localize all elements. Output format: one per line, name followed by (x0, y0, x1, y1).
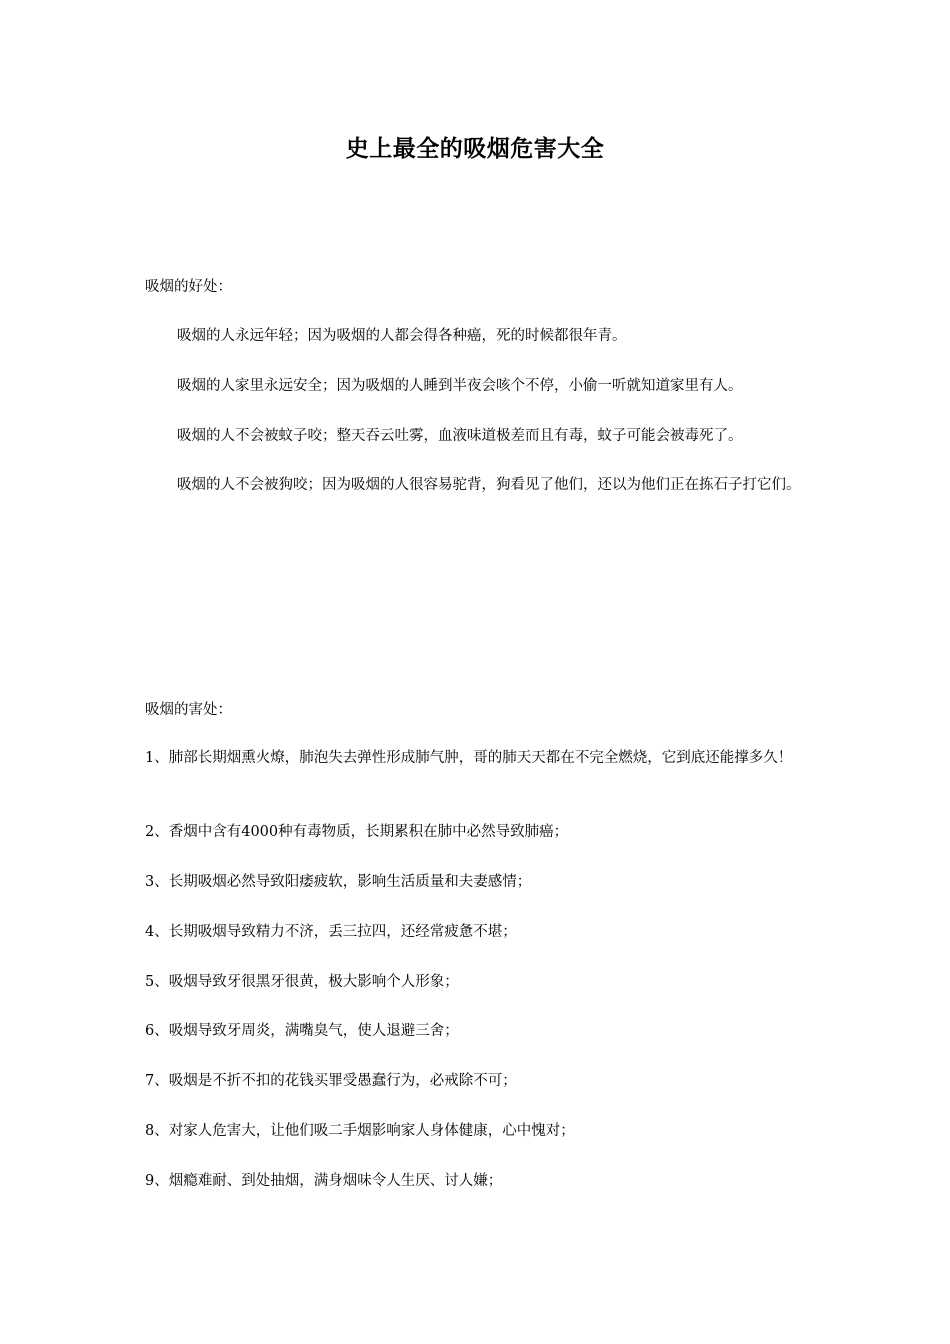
harm-item-1: 1、肺部长期烟熏火燎，肺泡失去弹性形成肺气肿，哥的肺天天都在不完全燃烧，它到底还能撑多久！ (145, 750, 793, 766)
harm-item-3: 3、长期吸烟必然导致阳痿疲软，影响生活质量和夫妻感情； (145, 874, 532, 890)
document-title: 史上最全的吸烟危害大全 (345, 135, 605, 162)
benefits-heading: 吸烟的好处： (145, 279, 232, 295)
harm-item-8: 8、对家人危害大，让他们吸二手烟影响家人身体健康，心中愧对； (145, 1123, 575, 1139)
harm-item-6: 6、吸烟导致牙周炎，满嘴臭气，使人退避三舍； (145, 1023, 459, 1039)
harm-item-2: 2、香烟中含有4000种有毒物质，长期累积在肺中必然导致肺癌； (145, 824, 569, 840)
benefit-item-4: 吸烟的人不会被狗咬；因为吸烟的人很容易驼背，狗看见了他们，还以为他们正在拣石子打它们。 (177, 477, 801, 493)
benefit-item-3: 吸烟的人不会被蚊子咬；整天吞云吐雾，血液味道极差而且有毒，蚊子可能会被毒死了。 (177, 428, 743, 444)
harm-item-5: 5、吸烟导致牙很黑牙很黄，极大影响个人形象； (145, 974, 459, 990)
benefit-item-2: 吸烟的人家里永远安全；因为吸烟的人睡到半夜会咳个不停，小偷一听就知道家里有人。 (177, 378, 743, 394)
harms-heading: 吸烟的害处： (145, 702, 232, 718)
harm-item-7: 7、吸烟是不折不扣的花钱买罪受愚蠢行为，必戒除不可； (145, 1073, 517, 1089)
benefit-item-1: 吸烟的人永远年轻；因为吸烟的人都会得各种癌，死的时候都很年青。 (177, 328, 627, 344)
harm-item-9: 9、烟瘾难耐、到处抽烟，满身烟味令人生厌、讨人嫌； (145, 1173, 503, 1189)
harm-item-4: 4、长期吸烟导致精力不济，丢三拉四，还经常疲惫不堪； (145, 924, 517, 940)
